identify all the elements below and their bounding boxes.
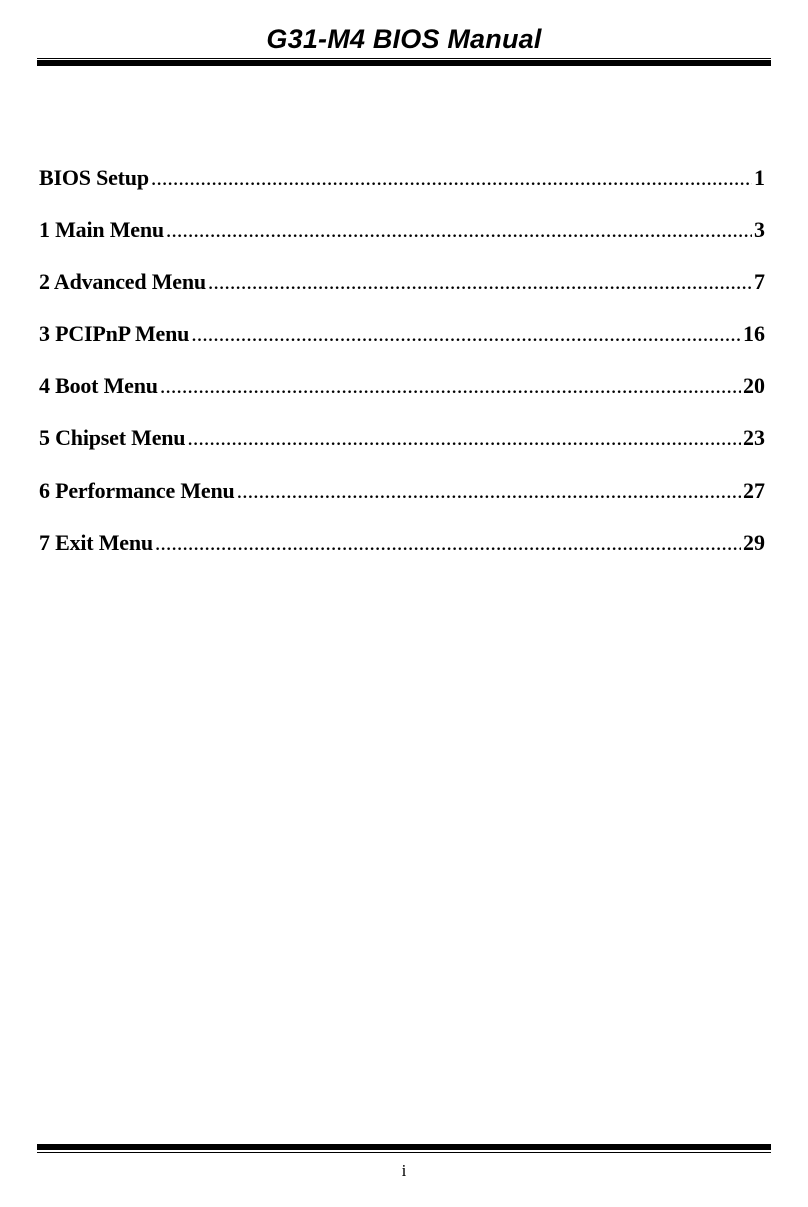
- toc-entry-title: 7 Exit Menu: [39, 529, 153, 555]
- footer-rule-thin: [37, 1152, 771, 1153]
- toc-entry-title: 1 Main Menu: [39, 217, 164, 243]
- toc-entry-title: 6 Performance Menu: [39, 477, 235, 503]
- toc-dot-leader: [151, 163, 752, 193]
- toc-entry-title: 2 Advanced Menu: [39, 269, 206, 295]
- toc-dot-leader: [166, 215, 752, 245]
- header-rule-thick: [37, 60, 771, 66]
- toc-entry-page: 1: [754, 165, 765, 190]
- toc-entry-chipset-menu[interactable]: [39, 423, 765, 475]
- toc-entry-main-menu[interactable]: [39, 215, 765, 267]
- toc-dot-leader: [160, 371, 741, 401]
- toc-dot-leader: [208, 267, 752, 297]
- table-of-contents: [39, 163, 765, 580]
- toc-entry-advanced-menu[interactable]: [39, 267, 765, 319]
- toc-dot-leader: [187, 423, 741, 453]
- toc-entry-page: 29: [743, 529, 765, 555]
- toc-entry-page: 20: [743, 373, 765, 399]
- toc-entry-exit-menu[interactable]: [39, 528, 765, 580]
- toc-entry-bios-setup[interactable]: [39, 163, 765, 215]
- toc-entry-title: 5 Chipset Menu: [39, 425, 186, 451]
- footer-rule-thick: [37, 1144, 771, 1150]
- toc-dot-leader: [155, 528, 741, 558]
- toc-entry-title: BIOS Setup: [39, 165, 149, 190]
- toc-entry-page: 23: [743, 425, 765, 451]
- toc-entry-page: 3: [754, 217, 765, 243]
- toc-dot-leader: [237, 476, 741, 506]
- toc-dot-leader: [191, 319, 741, 349]
- toc-entry-boot-menu[interactable]: [39, 371, 765, 423]
- toc-entry-title: 4 Boot Menu: [39, 373, 158, 399]
- document-title: G31-M4 BIOS Manual: [266, 24, 542, 54]
- toc-entry-performance-menu[interactable]: [39, 476, 765, 528]
- page-number: i: [401, 1161, 407, 1180]
- toc-entry-page: 16: [743, 321, 765, 347]
- toc-entry-page: 27: [743, 477, 765, 503]
- toc-entry-pcipnp-menu[interactable]: [39, 319, 765, 371]
- toc-entry-page: 7: [754, 269, 765, 295]
- header-rule-thin: [37, 58, 771, 59]
- toc-entry-title: 3 PCIPnP Menu: [39, 321, 190, 347]
